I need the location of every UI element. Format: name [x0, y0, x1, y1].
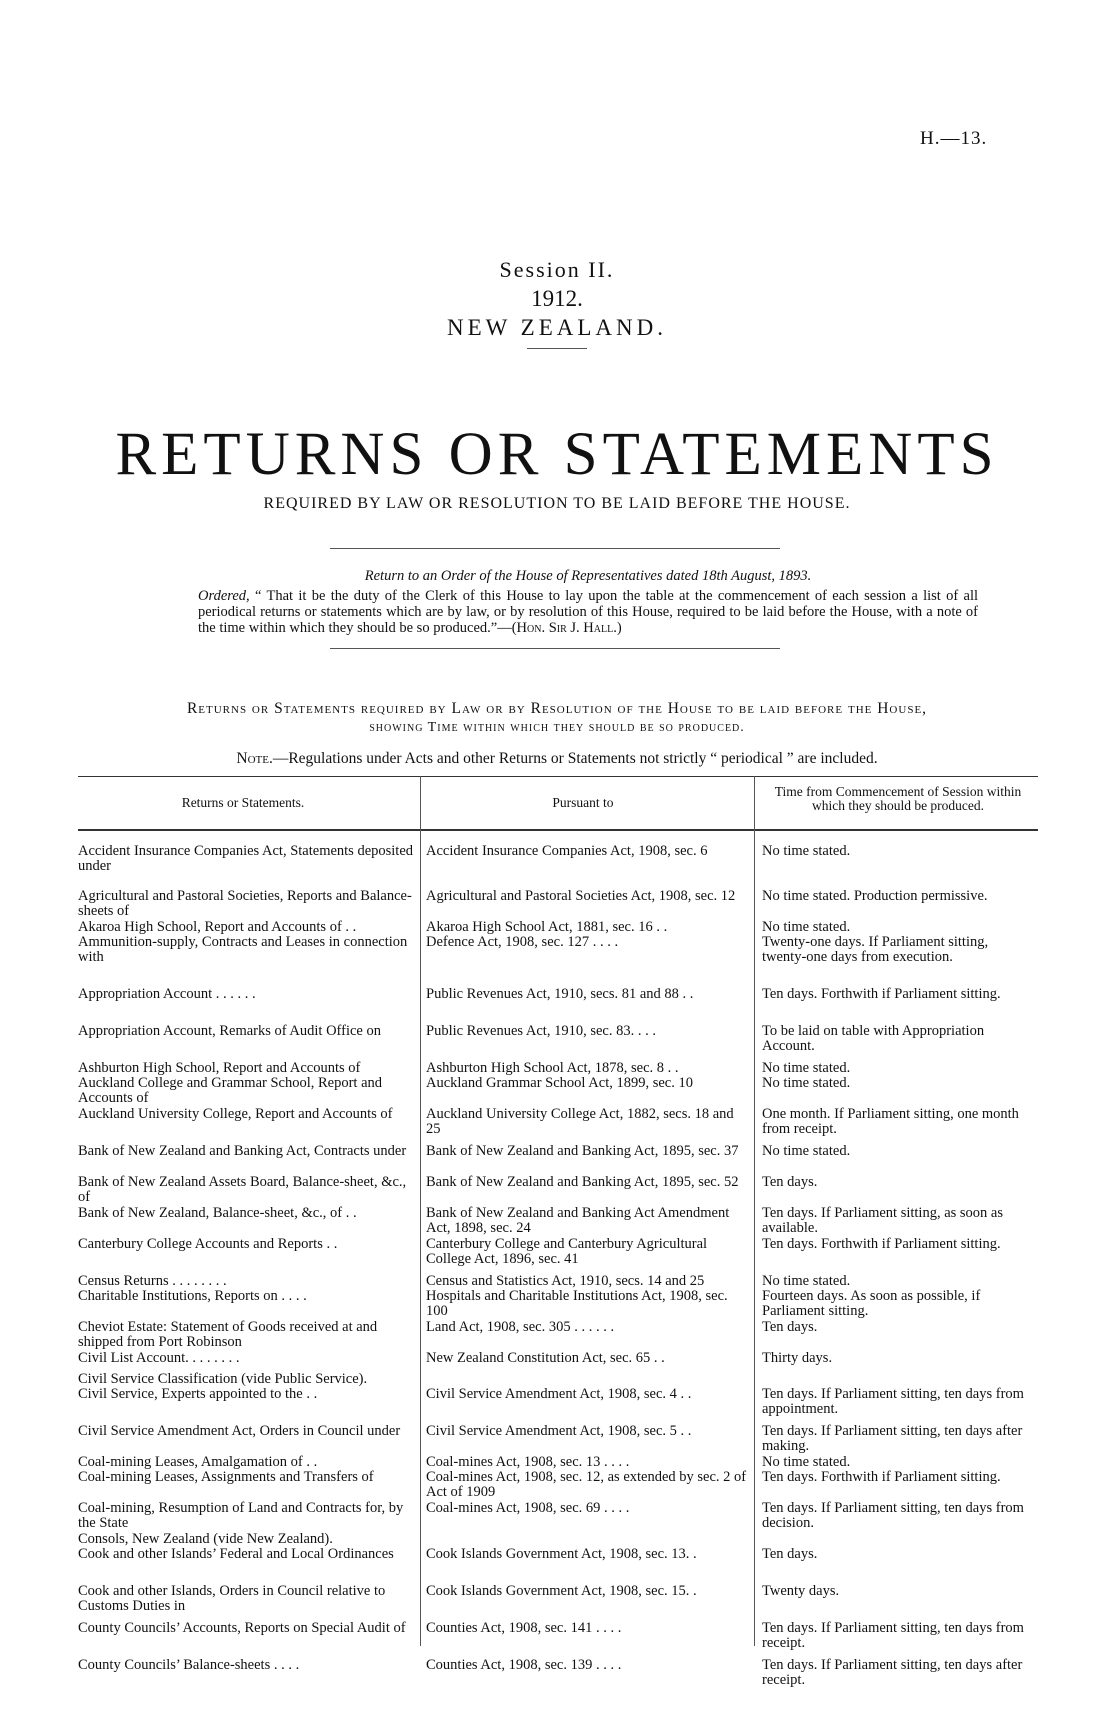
order-heading: Return to an Order of the House of Representatives dated 18th August, 1893.	[364, 568, 812, 584]
table-row	[78, 1144, 1038, 1175]
table-row	[78, 1455, 1038, 1470]
cell-returns: Auckland College and Grammar School, Report and Accounts of	[78, 1075, 383, 1106]
table-row	[78, 1584, 1038, 1615]
section-note	[0, 750, 1114, 768]
cell-returns: County Councils’ Balance-sheets . . . .	[78, 1657, 300, 1673]
cell-pursuant: Public Revenues Act, 1910, secs. 81 and 88 . .	[426, 986, 694, 1002]
cell-returns: Coal-mining Leases, Assignments and Transfers of	[78, 1469, 374, 1485]
order-text	[198, 588, 978, 636]
divider-short	[527, 348, 587, 349]
cell-time: Ten days. If Parliament sitting, ten days from decision.	[762, 1500, 1024, 1531]
cell-time: No time stated. Production permissive.	[762, 888, 988, 904]
header-time: Time from Commencement of Session within which they should be produced.	[774, 784, 1022, 813]
header-returns: Returns or Statements.	[181, 795, 305, 810]
cell-pursuant: Counties Act, 1908, sec. 141 . . . .	[426, 1620, 622, 1636]
cell-returns: Cheviot Estate: Statement of Goods received at and shipped from Port Robinson	[78, 1319, 378, 1350]
section-title-line2: showing Time within which they should be so produced.	[369, 720, 745, 735]
cell-pursuant: New Zealand Constitution Act, sec. 65 . .	[426, 1350, 665, 1366]
table-row	[78, 889, 1038, 920]
order-attribution: (Hon. Sir J. Hall.)	[511, 620, 622, 636]
cell-returns: County Councils’ Accounts, Reports on Special Audit of	[78, 1620, 406, 1636]
cell-returns: Bank of New Zealand and Banking Act, Contracts under	[78, 1143, 407, 1159]
table-row	[78, 1424, 1038, 1455]
cell-time: Ten days. Forthwith if Parliament sitting.	[762, 1236, 1001, 1252]
cell-time: Ten days. If Parliament sitting, as soon as available.	[762, 1205, 1004, 1236]
cell-pursuant: Public Revenues Act, 1910, sec. 83. . . .	[426, 1023, 656, 1039]
cell-time: Ten days. Forthwith if Parliament sitting.	[762, 1469, 1001, 1485]
divider-top-order	[330, 548, 780, 549]
cell-time: No time stated.	[762, 843, 851, 859]
cell-time: Twenty days.	[762, 1583, 840, 1599]
cell-returns: Cook and other Islands, Orders in Council relative to Customs Duties in	[78, 1583, 386, 1614]
cell-pursuant: Cook Islands Government Act, 1908, sec. 15. .	[426, 1583, 697, 1599]
cell-returns: Consols, New Zealand (vide New Zealand).	[78, 1531, 333, 1547]
cell-time: Ten days.	[762, 1319, 818, 1335]
cell-pursuant: Bank of New Zealand and Banking Act, 1895, sec. 37	[426, 1143, 739, 1159]
cell-returns: Akaroa High School, Report and Accounts of . .	[78, 919, 357, 935]
cell-pursuant: Census and Statistics Act, 1910, secs. 14 and 25	[426, 1273, 705, 1289]
cell-pursuant: Akaroa High School Act, 1881, sec. 16 . .	[426, 919, 668, 935]
cell-time: To be laid on table with Appropriation Account.	[762, 1023, 985, 1054]
cell-time: Ten days.	[762, 1546, 818, 1562]
cell-time: Twenty-one days. If Parliament sitting, twenty-one days from execution.	[762, 934, 989, 965]
cell-returns: Appropriation Account . . . . . .	[78, 986, 256, 1002]
cell-time: Ten days. If Parliament sitting, ten days after making.	[762, 1423, 1023, 1454]
cell-pursuant: Coal-mines Act, 1908, sec. 13 . . . .	[426, 1454, 630, 1470]
cell-time: One month. If Parliament sitting, one month from receipt.	[762, 1106, 1019, 1137]
table-row	[78, 1206, 1038, 1237]
cell-returns: Civil Service Amendment Act, Orders in Council under	[78, 1423, 401, 1439]
table-row	[78, 1061, 1038, 1076]
table-row	[78, 1274, 1038, 1289]
table-row	[78, 987, 1038, 1018]
order-block	[198, 568, 978, 636]
cell-returns: Appropriation Account, Remarks of Audit Office on	[78, 1023, 381, 1039]
cell-time: Ten days. If Parliament sitting, ten days after receipt.	[762, 1657, 1023, 1688]
table-row	[78, 1658, 1038, 1689]
cell-pursuant: Defence Act, 1908, sec. 127 . . . .	[426, 934, 619, 950]
page-title: RETURNS OR STATEMENTS	[115, 421, 999, 488]
cell-time: Ten days. If Parliament sitting, ten days from appointment.	[762, 1386, 1024, 1417]
cell-returns: Ammunition-supply, Contracts and Leases in connection with	[78, 934, 408, 965]
cell-returns: Cook and other Islands’ Federal and Local Ordinances	[78, 1546, 394, 1562]
year-label: 1912.	[531, 286, 583, 311]
session-label: Session II.	[499, 257, 615, 282]
cell-returns: Agricultural and Pastoral Societies, Reports and Balance-sheets of	[78, 888, 412, 919]
section-title-line1: Returns or Statements required by Law or by Resolution of the House to be laid before the House,	[186, 700, 928, 717]
table-row	[78, 1175, 1038, 1206]
table-row	[78, 1237, 1038, 1268]
table-row	[78, 1470, 1038, 1501]
cell-time: Ten days.	[762, 1174, 818, 1190]
cell-pursuant: Bank of New Zealand and Banking Act, 1895, sec. 52	[426, 1174, 739, 1190]
table-row	[78, 1501, 1038, 1532]
returns-table	[78, 776, 1038, 1688]
cell-pursuant: Coal-mines Act, 1908, sec. 69 . . . .	[426, 1500, 630, 1516]
cell-returns: Coal-mining, Resumption of Land and Contracts for, by the State	[78, 1500, 404, 1531]
cell-time: No time stated.	[762, 1454, 851, 1470]
table-header	[78, 776, 1038, 831]
cell-pursuant: Canterbury College and Canterbury Agricultural College Act, 1896, sec. 41	[426, 1236, 708, 1267]
cell-returns: Canterbury College Accounts and Reports . .	[78, 1236, 338, 1252]
cell-pursuant: Auckland Grammar School Act, 1899, sec. 10	[426, 1075, 693, 1091]
country-label: NEW ZEALAND.	[446, 315, 668, 340]
cell-time: Ten days. If Parliament sitting, ten days from receipt.	[762, 1620, 1024, 1651]
cell-pursuant: Ashburton High School Act, 1878, sec. 8 . .	[426, 1060, 679, 1076]
cell-returns: Charitable Institutions, Reports on . . . .	[78, 1288, 307, 1304]
cell-returns: Bank of New Zealand Assets Board, Balance-sheet, &c., of	[78, 1174, 407, 1205]
page-reference: H.—13.	[920, 128, 988, 149]
cell-returns: Accident Insurance Companies Act, Statements deposited under	[78, 843, 414, 874]
cell-pursuant: Hospitals and Charitable Institutions Act, 1908, sec. 100	[426, 1288, 728, 1319]
order-ordered-label: Ordered,	[198, 588, 250, 604]
table-row	[78, 1372, 1038, 1387]
cell-returns: Ashburton High School, Report and Accounts of	[78, 1060, 361, 1076]
page-subtitle: REQUIRED BY LAW OR RESOLUTION TO BE LAID BEFORE THE HOUSE.	[263, 495, 851, 512]
cell-returns: Census Returns . . . . . . . .	[78, 1273, 227, 1289]
table-row	[78, 1107, 1038, 1138]
cell-time: No time stated.	[762, 1273, 851, 1289]
cell-time: Ten days. Forthwith if Parliament sitting.	[762, 986, 1001, 1002]
cell-returns: Civil List Account. . . . . . . .	[78, 1350, 240, 1366]
cell-returns: Bank of New Zealand, Balance-sheet, &c., of . .	[78, 1205, 357, 1221]
cell-time: No time stated.	[762, 919, 851, 935]
cell-time: No time stated.	[762, 1143, 851, 1159]
cell-pursuant: Accident Insurance Companies Act, 1908, sec. 6	[426, 843, 708, 859]
cell-pursuant: Civil Service Amendment Act, 1908, sec. 4 . .	[426, 1386, 692, 1402]
cell-time: No time stated.	[762, 1075, 851, 1091]
cell-time: No time stated.	[762, 1060, 851, 1076]
table-row	[78, 1024, 1038, 1055]
cell-time: Fourteen days. As soon as possible, if Parliament sitting.	[762, 1288, 981, 1319]
table-row	[78, 1351, 1038, 1366]
cell-pursuant: Bank of New Zealand and Banking Act Amendment Act, 1898, sec. 24	[426, 1205, 730, 1236]
divider-bottom-order	[330, 648, 780, 649]
order-body: “ That it be the duty of the Clerk of this House to lay upon the table at the commencement of each session a list of all periodical returns or statements which are by law, or by resolution of this House, required to be laid before the House, with a note of the time within which they should be so produced.”—	[198, 588, 978, 636]
cell-returns: Auckland University College, Report and Accounts of	[78, 1106, 393, 1122]
cell-pursuant: Agricultural and Pastoral Societies Act, 1908, sec. 12	[426, 888, 736, 904]
cell-returns: Civil Service, Experts appointed to the . .	[78, 1386, 318, 1402]
table-row	[78, 1387, 1038, 1418]
cell-pursuant: Coal-mines Act, 1908, sec. 12, as extended by sec. 2 of Act of 1909	[426, 1469, 747, 1500]
cell-returns: Coal-mining Leases, Amalgamation of . .	[78, 1454, 318, 1470]
table-row	[78, 1621, 1038, 1652]
cell-pursuant: Counties Act, 1908, sec. 139 . . . .	[426, 1657, 622, 1673]
cell-pursuant: Land Act, 1908, sec. 305 . . . . . .	[426, 1319, 615, 1335]
cell-pursuant: Auckland University College Act, 1882, secs. 18 and 25	[426, 1106, 734, 1137]
table-row	[78, 844, 1038, 875]
note-label: Note.	[236, 750, 273, 767]
cell-pursuant: Civil Service Amendment Act, 1908, sec. 5 . .	[426, 1423, 692, 1439]
table-row	[78, 1547, 1038, 1578]
table-row	[78, 1076, 1038, 1107]
note-text: —Regulations under Acts and other Returns or Statements not strictly “ periodical ” are included.	[272, 750, 878, 767]
header-pursuant: Pursuant to	[552, 795, 614, 810]
table-row	[78, 920, 1038, 935]
cell-time: Thirty days.	[762, 1350, 833, 1366]
table-row	[78, 1320, 1038, 1351]
cell-pursuant: Cook Islands Government Act, 1908, sec. 13. .	[426, 1546, 697, 1562]
cell-returns: Civil Service Classification (vide Public Service).	[78, 1371, 368, 1387]
table-row	[78, 1532, 1038, 1547]
table-row	[78, 1289, 1038, 1320]
table-row	[78, 935, 1038, 983]
